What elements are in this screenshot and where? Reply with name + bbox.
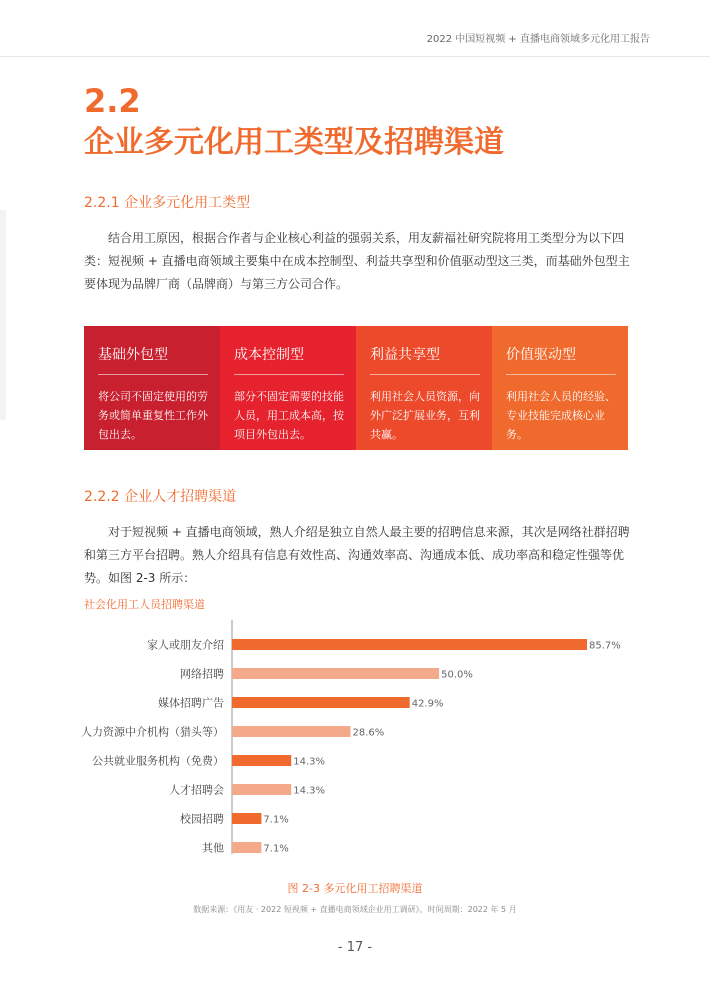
bar <box>232 755 291 766</box>
category-label: 公共就业服务机构（免费） <box>92 754 224 768</box>
chart-title: 社会化用工人员招聘渠道 <box>84 598 205 611</box>
card-value-driven <box>492 326 628 450</box>
category-label: 网络招聘 <box>180 667 224 681</box>
bar <box>232 697 410 708</box>
card-title: 成本控制型 <box>234 347 304 363</box>
card-title: 利益共享型 <box>370 347 440 363</box>
section-number: 2.2 <box>84 82 141 120</box>
category-label: 媒体招聘广告 <box>158 696 224 710</box>
bar <box>232 813 261 824</box>
card-benefit-sharing <box>356 326 492 450</box>
header-title: 2022 中国短视频 + 直播电商领域多元化用工报告 <box>426 34 650 45</box>
header-divider <box>0 56 710 57</box>
value-label: 14.3% <box>293 785 326 797</box>
employment-type-cards <box>84 326 628 450</box>
subsection-title-2: 2.2.2 企业人才招聘渠道 <box>84 489 237 505</box>
page-number: - 17 - <box>337 940 373 955</box>
subsection-title-1: 2.2.1 企业多元化用工类型 <box>84 195 251 211</box>
value-label: 7.1% <box>263 843 289 855</box>
category-label: 人力资源中介机构（猎头等） <box>81 725 224 739</box>
category-label: 其他 <box>202 841 224 855</box>
bar <box>232 842 261 853</box>
card-cost-control <box>220 326 356 450</box>
card-divider <box>506 374 616 375</box>
paragraph-2: 对于短视频 + 直播电商领域，熟人介绍是独立自然人最主要的招聘信息来源，其次是网络社群招聘和第三方平台招聘。熟人介绍具有信息有效性高、沟通效率高、沟通成本低、成功率高和稳定性强等优势。如图 2-3 所示： <box>84 525 630 585</box>
data-source: 数据来源：《用友 · 2022 短视频 + 直播电商领域企业用工调研》，时间周期：2022 年 5 月 <box>193 905 517 914</box>
value-label: 42.9% <box>411 698 444 710</box>
category-label: 校园招聘 <box>180 812 224 826</box>
side-strip <box>0 210 6 420</box>
value-label: 7.1% <box>263 814 289 826</box>
recruitment-channel-chart <box>0 620 710 865</box>
value-label: 28.6% <box>352 727 385 739</box>
value-label: 14.3% <box>293 756 326 768</box>
bar <box>232 668 439 679</box>
bar <box>232 639 587 650</box>
card-text: 利用社会人员的经验、专业技能完成核心业务。 <box>506 390 616 441</box>
paragraph-1: 结合用工原因，根据合作者与企业核心利益的强弱关系，用友薪福社研究院将用工类型分为以下四类：短视频 + 直播电商领域主要集中在成本控制型、利益共享型和价值驱动型这三类，而基础外包型主要体现为品牌厂商（品牌商）与第三方公司合作。 <box>84 231 630 291</box>
card-basic-outsourcing <box>84 326 220 450</box>
card-divider <box>234 374 344 375</box>
value-label: 85.7% <box>589 640 621 652</box>
card-divider <box>98 374 208 375</box>
card-title: 基础外包型 <box>98 347 168 363</box>
card-text: 利用社会人员资源，向外广泛扩展业务，互利共赢。 <box>370 390 480 441</box>
card-text: 将公司不固定使用的劳务或简单重复性工作外包出去。 <box>98 390 208 441</box>
section-title: 企业多元化用工类型及招聘渠道 <box>84 125 504 160</box>
category-label: 家人或朋友介绍 <box>147 638 224 652</box>
value-label: 50.0% <box>441 669 473 681</box>
bar <box>232 784 291 795</box>
card-divider <box>370 374 480 375</box>
card-title: 价值驱动型 <box>506 347 576 363</box>
category-label: 人才招聘会 <box>169 783 224 797</box>
bar <box>232 726 350 737</box>
figure-caption: 图 2-3 多元化用工招聘渠道 <box>287 882 423 895</box>
card-text: 部分不固定需要的技能人员，用工成本高，按项目外包出去。 <box>234 390 344 441</box>
